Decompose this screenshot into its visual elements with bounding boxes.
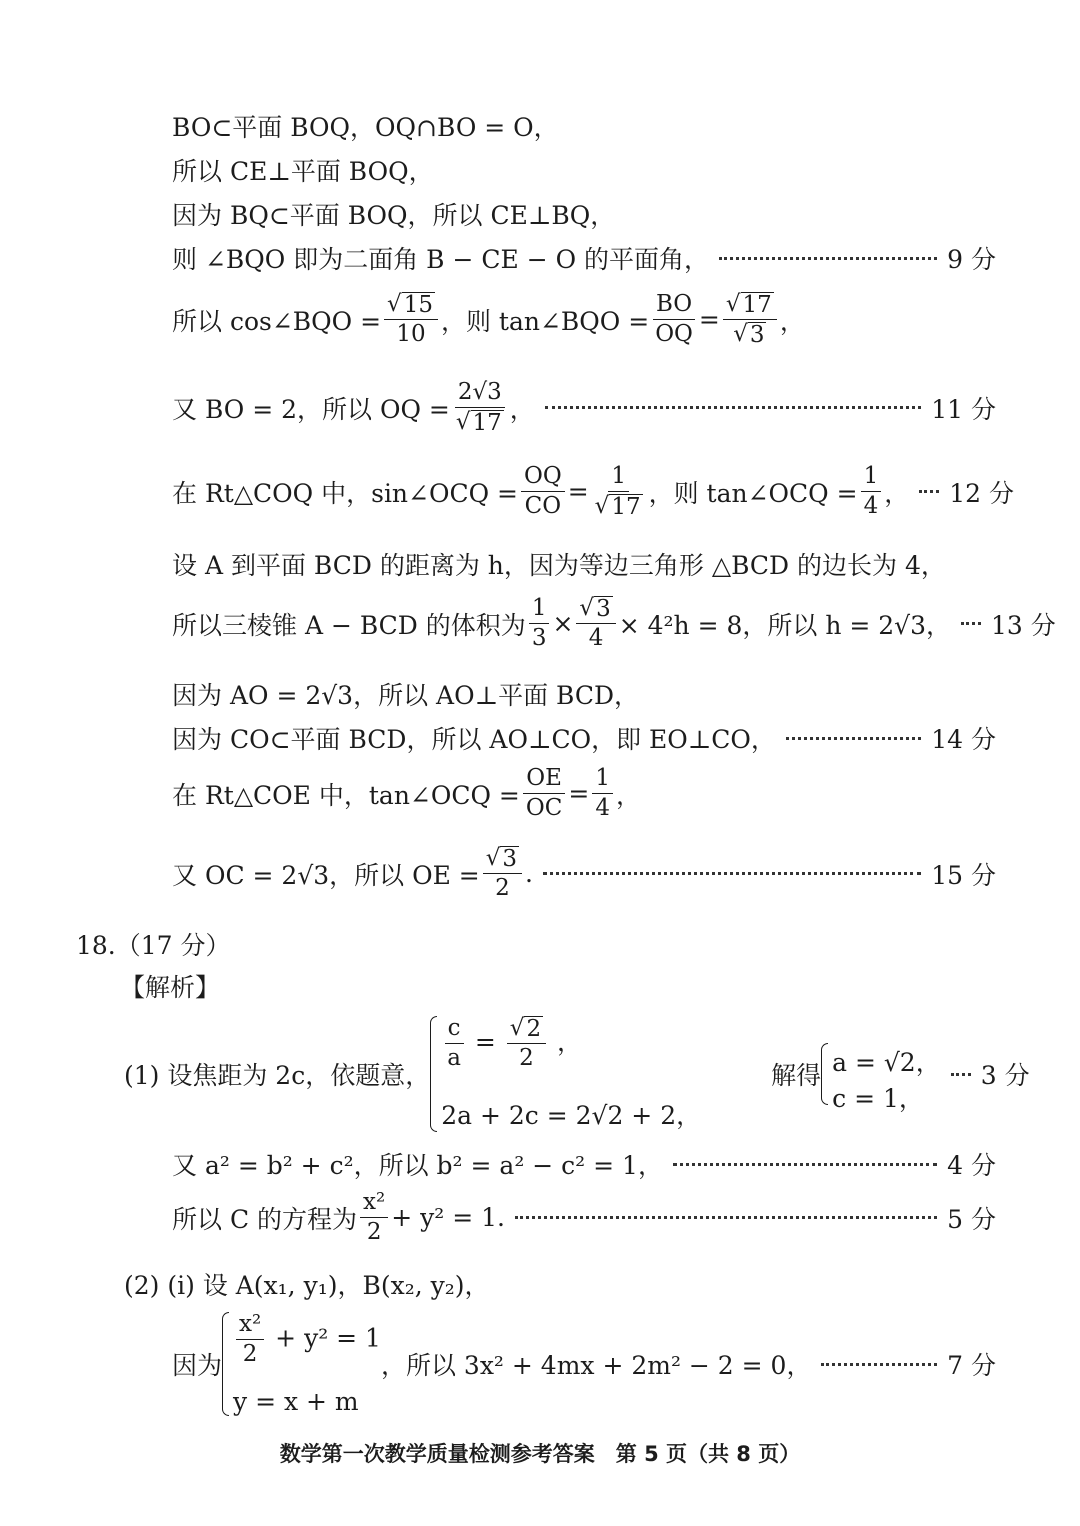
fraction: √ 3 4	[576, 596, 615, 652]
leader-dots	[919, 490, 939, 493]
text: 所以 cos∠BQO =	[172, 306, 382, 336]
text: (1) 设焦距为 2c，依题意，	[124, 1061, 431, 1090]
text: 又 OC = 2√3，所以 OE =	[172, 860, 480, 890]
text: (2) (ⅰ) 设 A(x₁, y₁)，B(x₂, y₂)，	[124, 1271, 490, 1300]
fraction: √ 3 2	[483, 846, 522, 902]
radicand: 2	[526, 1016, 542, 1043]
leader-dots	[543, 872, 921, 875]
line-13	[172, 846, 996, 902]
numerator: OQ	[521, 464, 565, 492]
question-18-header	[76, 926, 996, 962]
fraction: √ 15 10	[384, 292, 438, 348]
numerator: BO	[653, 292, 695, 320]
fraction: √ 2 2	[507, 1016, 546, 1072]
text: ，	[557, 1027, 583, 1057]
denominator: OC	[525, 795, 563, 822]
fraction: 2√3 √ 17	[453, 380, 507, 436]
numerator: x²	[236, 1312, 264, 1340]
text: ×	[552, 609, 574, 639]
line-5	[172, 292, 996, 348]
line-1	[172, 108, 996, 144]
text: 因为 CO⊂平面 BCD，所以 AO⊥CO，即 EO⊥CO，	[172, 725, 776, 754]
line-4	[172, 240, 996, 276]
text: 设 A 到平面 BCD 的距离为 h，因为等边三角形 △BCD 的边长为 4，	[172, 551, 946, 580]
solution-system	[821, 1043, 941, 1113]
leader-dots	[719, 257, 937, 260]
text: 因为 BQ⊂平面 BOQ，所以 CE⊥BQ，	[172, 201, 616, 230]
text: + y² = 1.	[391, 1203, 505, 1233]
leader-dots	[951, 1073, 971, 1076]
fraction	[236, 1312, 264, 1368]
text: ，	[509, 394, 535, 424]
text: ，所以 3x² + 4mx + 2m² − 2 = 0，	[380, 1351, 812, 1380]
radicand: 17	[472, 410, 502, 437]
text: =	[567, 477, 589, 507]
text: ，	[779, 306, 805, 336]
text: 解得	[771, 1061, 822, 1090]
fraction	[652, 292, 696, 348]
text: 【解析】	[120, 973, 221, 1002]
text: ，则 tan∠OCQ =	[648, 478, 858, 508]
equation-system	[430, 1016, 701, 1132]
part-2-line-1	[124, 1266, 996, 1302]
text: 所以 CE⊥平面 BOQ，	[172, 157, 434, 186]
line-9	[172, 595, 1056, 652]
denominator: OQ	[655, 321, 693, 348]
denominator: 2	[495, 875, 510, 902]
numerator: x²	[360, 1190, 388, 1218]
text: 所以 C 的方程为	[172, 1204, 358, 1234]
numerator: 1	[861, 464, 882, 492]
text: ，	[615, 780, 641, 810]
numerator: c	[445, 1016, 464, 1044]
text: ，	[884, 478, 910, 508]
fraction	[592, 766, 613, 822]
leader-dots	[673, 1163, 937, 1166]
fraction	[444, 1016, 464, 1072]
radicand: 3	[749, 322, 765, 349]
denominator: 4	[588, 625, 604, 652]
numerator: 1	[608, 464, 629, 492]
text: y = x + m	[233, 1387, 359, 1416]
denominator: 2	[519, 1045, 534, 1072]
text: c = 1，	[832, 1084, 924, 1113]
score: 14 分	[931, 725, 996, 754]
text: 在 Rt△COE 中，tan∠OCQ =	[172, 780, 520, 810]
numerator: 2√3	[455, 380, 505, 408]
text: × 4²h = 8，所以 h = 2√3，	[618, 610, 952, 640]
line-11	[172, 720, 996, 756]
score: 15 分	[931, 860, 996, 890]
score: 5 分	[947, 1204, 996, 1234]
text: BO⊂平面 BOQ，OQ∩BO = O，	[172, 113, 559, 142]
line-2	[172, 152, 996, 188]
leader-dots	[545, 406, 921, 409]
denominator: 2	[242, 1341, 258, 1368]
leader-dots	[821, 1363, 937, 1366]
text: 在 Rt△COQ 中，sin∠OCQ =	[172, 478, 518, 508]
text: 因为	[172, 1351, 223, 1380]
denominator: 4	[595, 795, 610, 822]
radicand: 17	[611, 494, 641, 521]
text: 又 a² = b² + c²，所以 b² = a² − c² = 1，	[172, 1151, 663, 1180]
part-1-line	[124, 1015, 1030, 1132]
text: 所以三棱锥 A − BCD 的体积为	[172, 610, 526, 640]
page-footer: 数学第一次教学质量检测参考答案 第 5 页（共 8 页）	[279, 1442, 801, 1466]
leader-dots	[515, 1216, 937, 1219]
text: ，则 tan∠BQO =	[440, 306, 650, 336]
fraction	[521, 464, 565, 520]
part-1-line-3	[172, 1190, 996, 1246]
leader-dots	[961, 622, 981, 625]
numerator: 1	[592, 766, 613, 794]
score: 12 分	[949, 478, 1014, 508]
text: =	[474, 1027, 496, 1057]
line-6	[172, 380, 996, 436]
analysis-label	[120, 968, 996, 1004]
numerator: 1	[529, 596, 550, 624]
brace-icon	[222, 1312, 229, 1416]
score: 11 分	[931, 394, 996, 424]
fraction	[529, 596, 550, 652]
text: .	[525, 859, 533, 889]
text: 则 ∠BQO 即为二面角 B − CE − O 的平面角，	[172, 245, 710, 274]
denominator: 2	[366, 1219, 382, 1246]
text: 因为 AO = 2√3，所以 AO⊥平面 BCD，	[172, 681, 640, 710]
radicand: 3	[596, 596, 611, 623]
text: 2a + 2c = 2√2 + 2，	[441, 1101, 702, 1130]
part-2-line-2	[172, 1312, 996, 1416]
denominator: 4	[863, 493, 879, 520]
score: 13 分	[991, 610, 1056, 640]
fraction: √ 17 √ 3	[723, 292, 777, 348]
numerator: OE	[523, 766, 565, 794]
radicand: 15	[403, 292, 433, 319]
brace-icon	[430, 1016, 437, 1132]
line-7	[172, 463, 1014, 521]
score: 3 分	[980, 1061, 1030, 1090]
line-3	[172, 196, 996, 232]
radicand: 17	[742, 292, 772, 319]
fraction: 1 √ 17	[594, 463, 641, 521]
text: =	[698, 305, 720, 335]
line-10	[172, 676, 996, 712]
text: 又 BO = 2，所以 OQ =	[172, 394, 450, 424]
brace-icon	[821, 1043, 828, 1105]
fraction	[861, 464, 882, 520]
denominator: 3	[531, 625, 547, 652]
denominator: CO	[524, 493, 562, 520]
denominator: a	[447, 1045, 461, 1072]
line-8	[172, 546, 996, 582]
leader-dots	[786, 737, 921, 740]
equation-system	[222, 1312, 381, 1416]
radicand: 3	[502, 846, 518, 873]
denominator: 10	[396, 321, 426, 348]
score: 9 分	[947, 245, 996, 274]
text: a = √2，	[832, 1048, 941, 1077]
part-1-line-2	[172, 1146, 996, 1182]
score: 4 分	[947, 1151, 996, 1180]
fraction	[523, 766, 565, 822]
text: + y² = 1	[275, 1323, 381, 1353]
score: 7 分	[947, 1351, 996, 1380]
fraction	[360, 1190, 388, 1246]
text: 18.（17 分）	[76, 931, 231, 960]
text: =	[568, 779, 590, 809]
line-12	[172, 766, 996, 822]
